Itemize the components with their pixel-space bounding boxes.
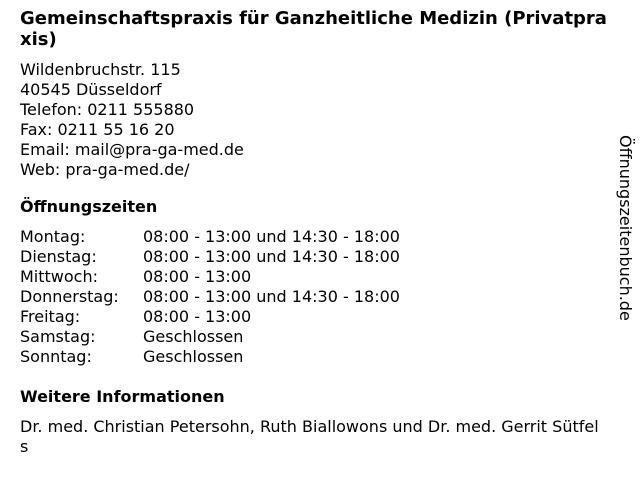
contact-web: Web: pra-ga-med.de/ (20, 160, 190, 179)
opening-hours-time: 08:00 - 13:00 (143, 307, 252, 326)
opening-hours-day: Dienstag: (20, 247, 97, 266)
opening-hours-row (20, 327, 610, 347)
opening-hours-list (20, 227, 610, 367)
opening-hours-day: Montag: (20, 227, 86, 246)
brand-watermark: Öffnungszeitenbuch.de (616, 135, 635, 321)
contact-email: Email: mail@pra-ga-med.de (20, 140, 244, 159)
opening-hours-time: Geschlossen (143, 347, 244, 366)
practice-details (20, 8, 610, 457)
opening-hours-row (20, 347, 610, 367)
address-city: 40545 Düsseldorf (20, 80, 162, 99)
opening-hours-day: Donnerstag: (20, 287, 119, 306)
opening-hours-row (20, 267, 610, 287)
opening-hours-day: Freitag: (20, 307, 81, 326)
opening-hours-heading: Öffnungszeiten (20, 197, 158, 216)
more-info-heading: Weitere Informationen (20, 387, 225, 406)
opening-hours-row (20, 287, 610, 307)
opening-hours-time: Geschlossen (143, 327, 244, 346)
opening-hours-time: 08:00 - 13:00 und 14:30 - 18:00 (143, 287, 400, 306)
contact-block (20, 60, 610, 180)
opening-hours-day: Sonntag: (20, 347, 92, 366)
contact-phone: Telefon: 0211 555880 (20, 100, 195, 119)
opening-hours-time: 08:00 - 13:00 und 14:30 - 18:00 (143, 247, 400, 266)
opening-hours-row (20, 227, 610, 247)
address-street: Wildenbruchstr. 115 (20, 60, 181, 79)
opening-hours-day: Mittwoch: (20, 267, 98, 286)
practice-title: Gemeinschaftspraxis für Ganzheitliche Medizin (Privatpraxis) (20, 8, 607, 50)
opening-hours-row (20, 247, 610, 267)
opening-hours-day: Samstag: (20, 327, 96, 346)
contact-fax: Fax: 0211 55 16 20 (20, 120, 175, 139)
opening-hours-row (20, 307, 610, 327)
opening-hours-time: 08:00 - 13:00 und 14:30 - 18:00 (143, 227, 400, 246)
more-info-text: Dr. med. Christian Petersohn, Ruth Biallowons und Dr. med. Gerrit Sütfels (20, 417, 599, 456)
opening-hours-time: 08:00 - 13:00 (143, 267, 252, 286)
